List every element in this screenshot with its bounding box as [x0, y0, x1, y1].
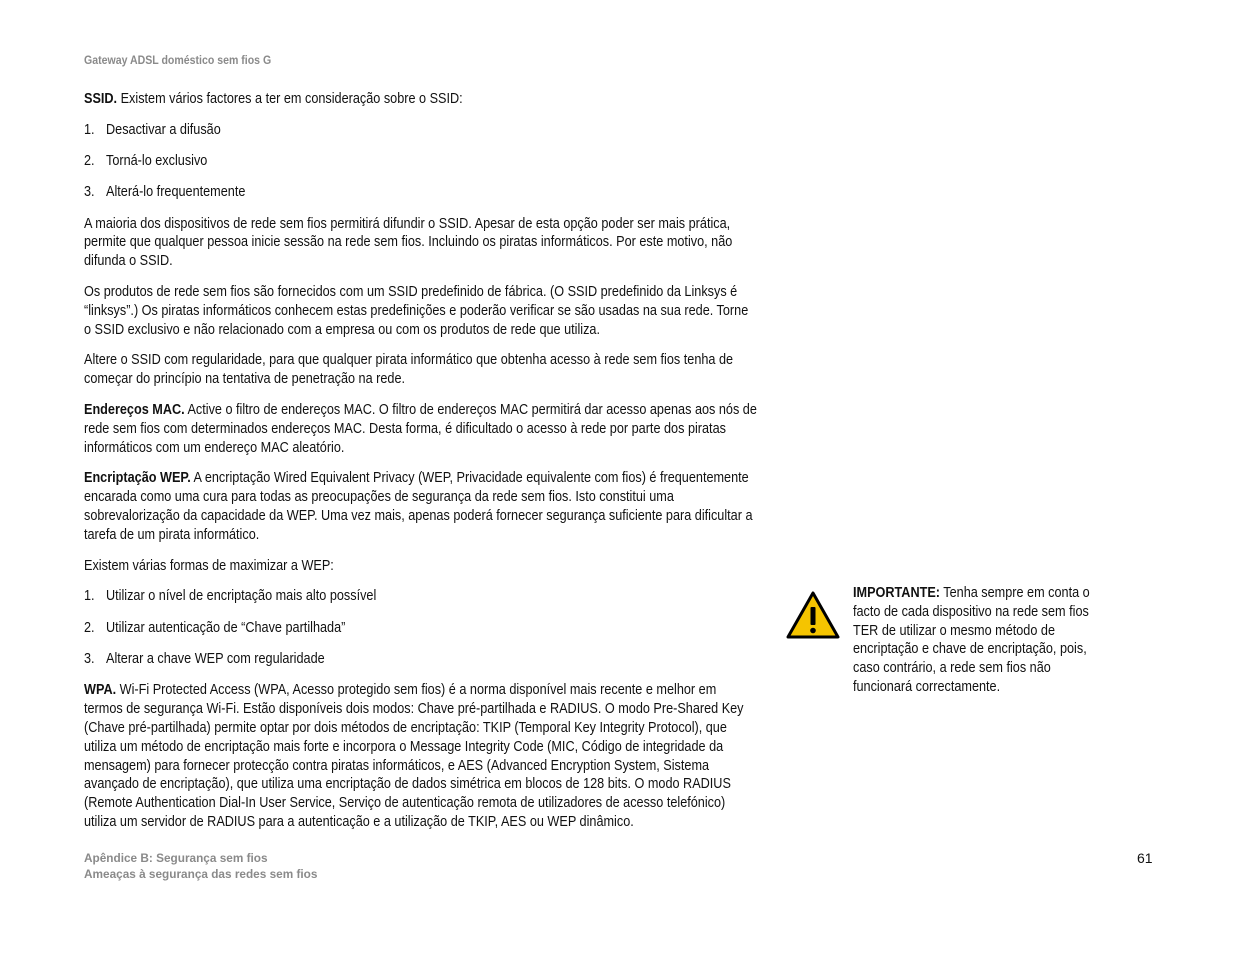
running-header: Gateway ADSL doméstico sem fios G	[84, 53, 272, 67]
footer-section: Ameaças à segurança das redes sem fios	[84, 867, 318, 881]
ssid-label: SSID.	[84, 91, 118, 107]
list-number: 2.	[84, 619, 95, 636]
page-number: 61	[1137, 850, 1153, 866]
notice-text	[853, 584, 1110, 697]
list-text: Torná-lo exclusivo	[106, 153, 208, 170]
mac-paragraph	[84, 401, 757, 457]
mac-text: Active o filtro de endereços MAC. O filtro de endereços MAC permitirá dar acesso apenas aos nós de rede sem fios com determinados endereços MAC. Desta forma, é dificultado o acesso à rede por parte dos piratas informáticos com um endereço MAC aleatório.	[84, 402, 757, 456]
list-item	[84, 121, 757, 140]
ssid-paragraph	[84, 90, 757, 109]
notice-body: Tenha sempre em conta o facto de cada dispositivo na rede sem fios TER de utilizar o mesmo método de encriptação e chave de encriptação, pois, caso contrário, a rede sem fios não funcionará correctamente.	[853, 585, 1090, 695]
list-item	[84, 152, 757, 171]
list-item	[84, 650, 757, 669]
main-text	[84, 90, 757, 844]
list-number: 3.	[84, 184, 95, 201]
notice-label: IMPORTANTE:	[853, 585, 940, 601]
list-item	[84, 587, 757, 606]
list-text: Utilizar o nível de encriptação mais alto possível	[106, 588, 377, 605]
mac-label: Endereços MAC.	[84, 402, 185, 419]
list-number: 3.	[84, 651, 95, 668]
list-item	[84, 619, 757, 638]
default-ssid-paragraph: Os produtos de rede sem fios são fornecidos com um SSID predefinido de fábrica. (O SSID predefinido da Linksys é “linksys”.) Os piratas informáticos conhecem estas predefinições e poderão verificar se são usadas na sua rede. Torne o SSID exclusivo e não relacionado com a empresa ou com os produtos de rede que utiliza.	[84, 284, 749, 338]
list-number: 1.	[84, 121, 95, 138]
list-item	[84, 183, 757, 202]
ssid-intro: Existem vários factores a ter em consideração sobre o SSID:	[117, 91, 463, 107]
change-ssid-paragraph: Altere o SSID com regularidade, para que qualquer pirata informático que obtenha acesso à rede sem fios tenha de começar do princípio na tentativa de penetração na rede.	[84, 352, 734, 388]
warning-icon	[786, 590, 840, 640]
wpa-label: WPA.	[84, 682, 117, 699]
list-text: Utilizar autenticação de “Chave partilhada”	[106, 619, 346, 636]
wep-text: A encriptação Wired Equivalent Privacy (WEP, Privacidade equivalente com fios) é frequentemente encarada como uma cura para todas as preocupações de segurança da rede sem fios. Isto constitui uma sobrevalorização da capacidade da WEP. Uma vez mais, apenas poderá fornecer segurança suficiente para dificultar a tarefa de um pirata informático.	[84, 470, 753, 543]
wep-intro: Existem várias formas de maximizar a WEP:	[84, 557, 334, 574]
list-text: Alterar a chave WEP com regularidade	[106, 651, 325, 668]
list-text: Desactivar a difusão	[106, 121, 221, 138]
footer-chapter: Apêndice B: Segurança sem fios	[84, 851, 268, 865]
list-number: 2.	[84, 153, 95, 170]
list-text: Alterá-lo frequentemente	[106, 184, 246, 201]
wpa-paragraph	[84, 681, 757, 831]
footer	[84, 850, 317, 882]
list-number: 1.	[84, 588, 95, 605]
wep-paragraph	[84, 469, 757, 544]
broadcast-paragraph: A maioria dos dispositivos de rede sem fios permitirá difundir o SSID. Apesar de esta opção poder ser mais prática, permite que qualquer pessoa inicie sessão na rede sem fios. Incluindo os piratas informáticos. Por este motivo, não difunda o SSID.	[84, 215, 733, 270]
wep-label: Encriptação WEP.	[84, 470, 191, 487]
wpa-text: Wi-Fi Protected Access (WPA, Acesso protegido sem fios) é a norma disponível mais recente e melhor em termos de segurança Wi-Fi. Estão disponíveis dois modos: Chave pré-partilhada e RADIUS. O modo Pre-Shared Key (Chave pré-partilhada) permite optar por dois métodos de encriptação: TKIP (Temporal Key Integrity Protocol), que utiliza um método de encriptação mais forte e incorpora o Message Integrity Code (MIC, Código de integridade da mensagem) para fornecer protecção contra piratas informáticos, e AES (Advanced Encryption System, Sistema avançado de encriptação), que utiliza uma encriptação de dados simétrica em blocos de 128 bits. O modo RADIUS (Remote Authentication Dial-In User Service, Serviço de autenticação remota de utilizadores de acesso telefónico) utiliza um servidor de RADIUS para a autenticação e a utilização de TKIP, AES ou WEP dinâmico.	[84, 682, 744, 830]
